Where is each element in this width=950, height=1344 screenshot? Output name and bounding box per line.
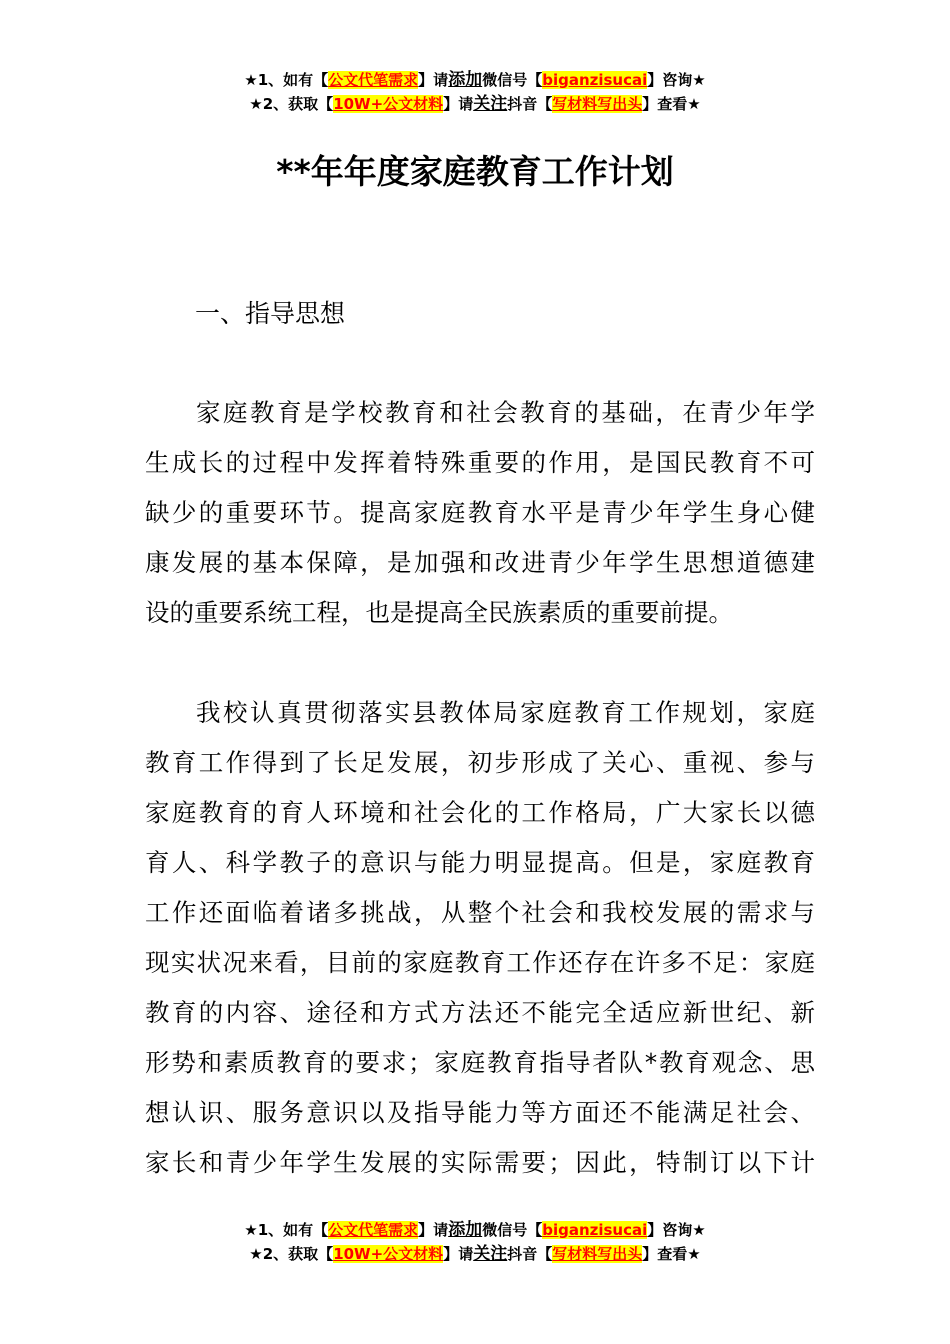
document-title: **年年度家庭教育工作计划 (276, 152, 674, 191)
banner-highlight: 公文代笔需求 (328, 71, 419, 89)
banner-line-2 (0, 1242, 950, 1266)
paragraph-line: 康发展的基本保障，是加强和改进青少年学生思想道德建 (145, 548, 815, 577)
banner-line-1 (0, 68, 950, 92)
banner-text: 】查看★ (642, 1245, 701, 1263)
paragraph-line: 家庭教育是学校教育和社会教育的基础，在青少年学 (196, 398, 815, 427)
section-heading: 一、指导思想 (195, 299, 346, 328)
top-banner (0, 68, 950, 116)
paragraph-line: 工作还面临着诸多挑战，从整个社会和我校发展的需求与 (145, 898, 815, 927)
banner-text: 】请 (443, 95, 474, 113)
banner-emphasis: 添加 (448, 70, 483, 90)
banner-highlight: biganzisucai (542, 71, 648, 89)
banner-text: 】请 (418, 1221, 449, 1239)
banner-text: 抖音【 (507, 95, 553, 113)
paragraph-line: 育人、科学教子的意识与能力明显提高。但是，家庭教育 (145, 848, 815, 877)
paragraph-line: 教育的内容、途径和方式方法还不能完全适应新世纪、新 (145, 998, 815, 1027)
bottom-banner (0, 1218, 950, 1266)
banner-text: 】咨询★ (647, 71, 706, 89)
paragraph-2 (145, 688, 815, 1188)
paragraph-line: 形势和素质教育的要求；家庭教育指导者队*教育观念、思 (145, 1048, 815, 1077)
banner-text: 】请 (443, 1245, 474, 1263)
paragraph-line: 设的重要系统工程，也是提高全民族素质的重要前提。 (145, 598, 733, 627)
banner-text: 】查看★ (642, 95, 701, 113)
banner-text: ★1、如有【 (244, 1221, 329, 1239)
banner-emphasis: 关注 (473, 94, 508, 114)
banner-highlight: biganzisucai (542, 1221, 648, 1239)
paragraph-line: 现实状况来看，目前的家庭教育工作还存在许多不足：家庭 (145, 948, 815, 977)
banner-text: 微信号【 (482, 1221, 543, 1239)
banner-emphasis: 添加 (448, 1220, 483, 1240)
banner-line-1 (0, 1218, 950, 1242)
banner-emphasis: 关注 (473, 1244, 508, 1264)
paragraph-line: 想认识、服务意识以及指导能力等方面还不能满足社会、 (145, 1098, 815, 1127)
banner-line-2 (0, 92, 950, 116)
paragraph-line: 生成长的过程中发挥着特殊重要的作用，是国民教育不可 (145, 448, 815, 477)
banner-text: ★2、获取【 (249, 1245, 334, 1263)
paragraph-line: 家长和青少年学生发展的实际需要；因此，特制订以下计 (145, 1148, 815, 1177)
banner-highlight: 公文代笔需求 (328, 1221, 419, 1239)
paragraph-line: 家庭教育的育人环境和社会化的工作格局，广大家长以德 (145, 798, 815, 827)
banner-text: 】请 (418, 71, 449, 89)
banner-highlight: 写材料写出头 (552, 95, 643, 113)
banner-highlight: 10W+公文材料 (333, 1245, 444, 1263)
banner-text: 抖音【 (507, 1245, 553, 1263)
banner-highlight: 10W+公文材料 (333, 95, 444, 113)
paragraph-line: 我校认真贯彻落实县教体局家庭教育工作规划，家庭 (196, 698, 815, 727)
paragraph-line: 教育工作得到了长足发展，初步形成了关心、重视、参与 (145, 748, 815, 777)
banner-text: 微信号【 (482, 71, 543, 89)
banner-text: ★1、如有【 (244, 71, 329, 89)
banner-text: ★2、获取【 (249, 95, 334, 113)
paragraph-line: 缺少的重要环节。提高家庭教育水平是青少年学生身心健 (145, 498, 815, 527)
paragraph-1 (145, 388, 815, 638)
banner-highlight: 写材料写出头 (552, 1245, 643, 1263)
banner-text: 】咨询★ (647, 1221, 706, 1239)
